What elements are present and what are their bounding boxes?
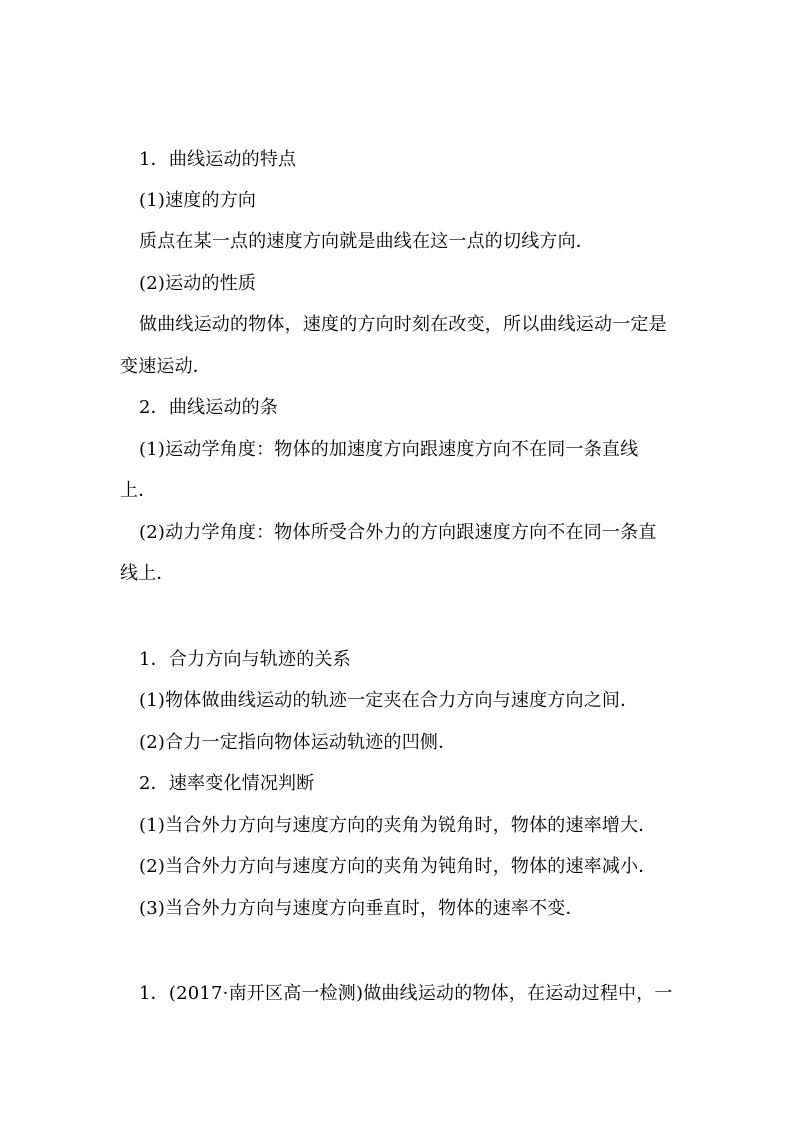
section1-velocity-direction-text: 质点在某一点的速度方向就是曲线在这一点的切线方向．: [139, 231, 594, 252]
section1-heading: 1．曲线运动的特点: [139, 149, 297, 170]
question1-text: 1．(2017·南开区高一检测)做曲线运动的物体，在运动过程中，一: [139, 983, 673, 1004]
section1-motion-nature-text-line1: 做曲线运动的物体，速度的方向时刻在改变，所以曲线运动一定是: [139, 314, 667, 335]
section4-heading: 2．速率变化情况判断: [139, 773, 315, 794]
section4-item1: (1)当合外力方向与速度方向的夹角为锐角时，物体的速率增大．: [139, 815, 657, 836]
section4-item3: (3)当合外力方向与速度方向垂直时，物体的速率不变．: [139, 898, 584, 919]
section3-item1: (1)物体做曲线运动的轨迹一定夹在合力方向与速度方向之间．: [139, 690, 639, 711]
section3-item2: (2)合力一定指向物体运动轨迹的凹侧．: [139, 732, 457, 753]
section2-item2-line1: (2)动力学角度：物体所受合外力的方向跟速度方向不在同一条直: [139, 522, 657, 543]
section2-item1-line1: (1)运动学角度：物体的加速度方向跟速度方向不在同一条直线: [139, 439, 639, 460]
section3-heading: 1．合力方向与轨迹的关系: [139, 649, 351, 670]
section1-motion-nature-text-line2: 变速运动．: [120, 356, 211, 377]
section2-item1-line2: 上．: [120, 480, 157, 501]
section1-subtitle-velocity-direction: (1)速度的方向: [139, 190, 257, 211]
section2-heading: 2．曲线运动的条: [139, 397, 279, 418]
section1-subtitle-motion-nature: (2)运动的性质: [139, 273, 257, 294]
section4-item2: (2)当合外力方向与速度方向的夹角为钝角时，物体的速率减小．: [139, 856, 657, 877]
section2-item2-line2: 线上．: [120, 563, 175, 584]
